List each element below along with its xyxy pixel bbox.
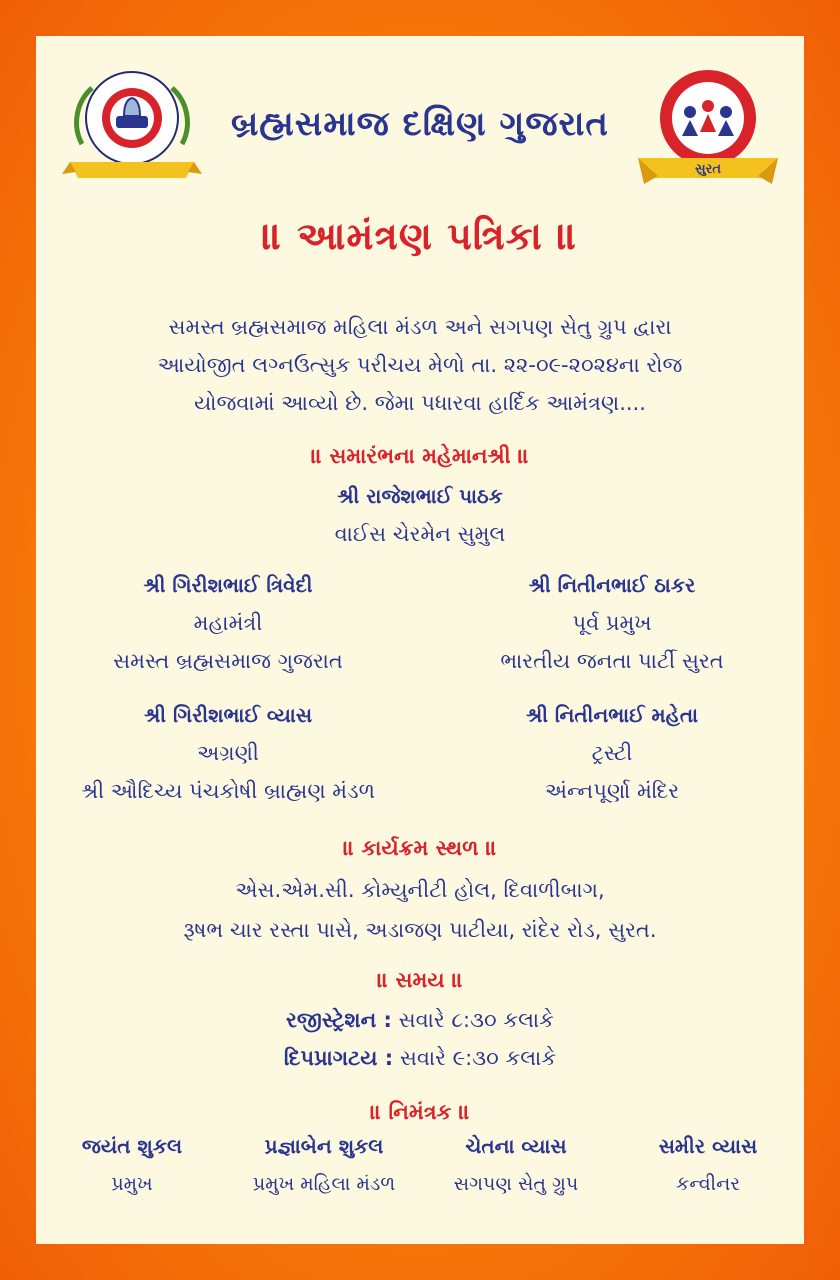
logo-banner-text: સુરત — [695, 162, 721, 177]
hosts-heading: ॥ નિમંત્રક ॥ — [370, 1100, 470, 1124]
guest-role: મહામંત્રી — [193, 611, 263, 635]
host-card — [36, 1126, 228, 1202]
guest-card — [420, 696, 804, 810]
guest-org: ભારતીય જનતા પાર્ટી સુરત — [500, 649, 724, 673]
venue-line: એસ.એમ.સી. કોમ્યુનીટી હોલ, દિવાળીબાગ, — [235, 878, 605, 902]
intro-line: યોજવામાં આવ્યો છે. જેમા પધારવા હાર્દિક આમંત્રણ.... — [194, 391, 646, 415]
guest-name: શ્રી નિતીનભાઈ મહેતા — [525, 703, 699, 727]
guest-role: ટ્રસ્ટી — [591, 741, 633, 765]
lamp-label: દિપપ્રાગટય : — [283, 1046, 394, 1070]
host-name: જયંત શુકલ — [81, 1134, 183, 1158]
host-name: ચેતના વ્યાસ — [465, 1134, 567, 1158]
registration-label: રજીસ્ટ્રેશન : — [286, 1008, 392, 1032]
guest-card — [36, 696, 420, 810]
chief-guest-role: વાઈસ ચેરમેન સુમુલ — [334, 522, 506, 546]
venue-line: રૂષભ ચાર રસ્તા પાસે, અડાજણ પાટીયા, રાંદેર રોડ, સુરત. — [183, 918, 657, 942]
guest-role: પૂર્વ પ્રમુખ — [572, 611, 652, 635]
invitation-title: ॥ આમંત્રણ પત્રિકા ॥ — [261, 214, 579, 258]
invitation-card — [36, 36, 804, 1244]
host-role: કન્વીનર — [675, 1173, 741, 1195]
host-role: પ્રમુખ — [111, 1173, 153, 1195]
host-card — [228, 1126, 420, 1202]
intro-paragraph — [76, 308, 764, 422]
guest-name: શ્રી ગિરીશભાઈ વ્યાસ — [143, 703, 313, 727]
org-title: બ્રહ્મસમાજ દક્ષિણ ગુજરાત — [231, 104, 609, 144]
chief-guest-name: શ્રી રાજેશભાઈ પાઠક — [337, 484, 503, 508]
guest-org: સમસ્ત બ્રહ્મસમાજ ગુજરાત — [113, 649, 343, 673]
registration-time — [36, 1008, 804, 1033]
intro-line: સમસ્ત બ્રહ્મસમાજ મહિલા મંડળ અને સગપણ સેતુ ગ્રુપ દ્વારા — [168, 315, 672, 339]
guest-name: શ્રી નિતીનભાઈ ઠાકર — [528, 573, 696, 597]
mahila-mandal-logo — [638, 66, 778, 196]
host-card — [420, 1126, 612, 1202]
host-name: સમીર વ્યાસ — [658, 1134, 758, 1158]
guest-org: અંન્નપૂર્ણા મંદિર — [544, 779, 680, 803]
host-role: સગપણ સેતુ ગ્રુપ — [453, 1173, 579, 1195]
lamp-value: સવારે ૯:૩૦ કલાકે — [399, 1046, 557, 1070]
guest-org: શ્રી ઔદિચ્ય પંચકોષી બ્રાહ્મણ મંડળ — [80, 779, 376, 803]
host-card — [612, 1126, 804, 1202]
host-name: પ્રજ્ઞાબેન શુકલ — [264, 1134, 384, 1158]
guest-card — [420, 566, 804, 680]
guests-heading: ॥ સમારંભના મહેમાનશ્રી ॥ — [310, 444, 530, 468]
host-role: પ્રમુખ મહિલા મંડળ — [252, 1173, 396, 1195]
guest-name: શ્રી ગિરીશભાઈ ત્રિવેદી — [143, 573, 313, 597]
time-heading: ॥ સમય ॥ — [377, 968, 463, 992]
hosts-row — [36, 1126, 804, 1202]
guest-role: અગ્રણી — [197, 741, 259, 765]
guest-card — [36, 566, 420, 680]
lamp-lighting-time — [36, 1046, 804, 1071]
intro-line: આયોજીત લગ્નઉત્સુક પરીચય મેળો તા. ૨૨-૦૯-૨૦૨૪ના રોજ — [157, 353, 683, 377]
venue-heading: ॥ કાર્યક્રમ સ્થળ ॥ — [343, 836, 497, 860]
registration-value: સવારે ૮:૩૦ કલાકે — [398, 1008, 554, 1032]
